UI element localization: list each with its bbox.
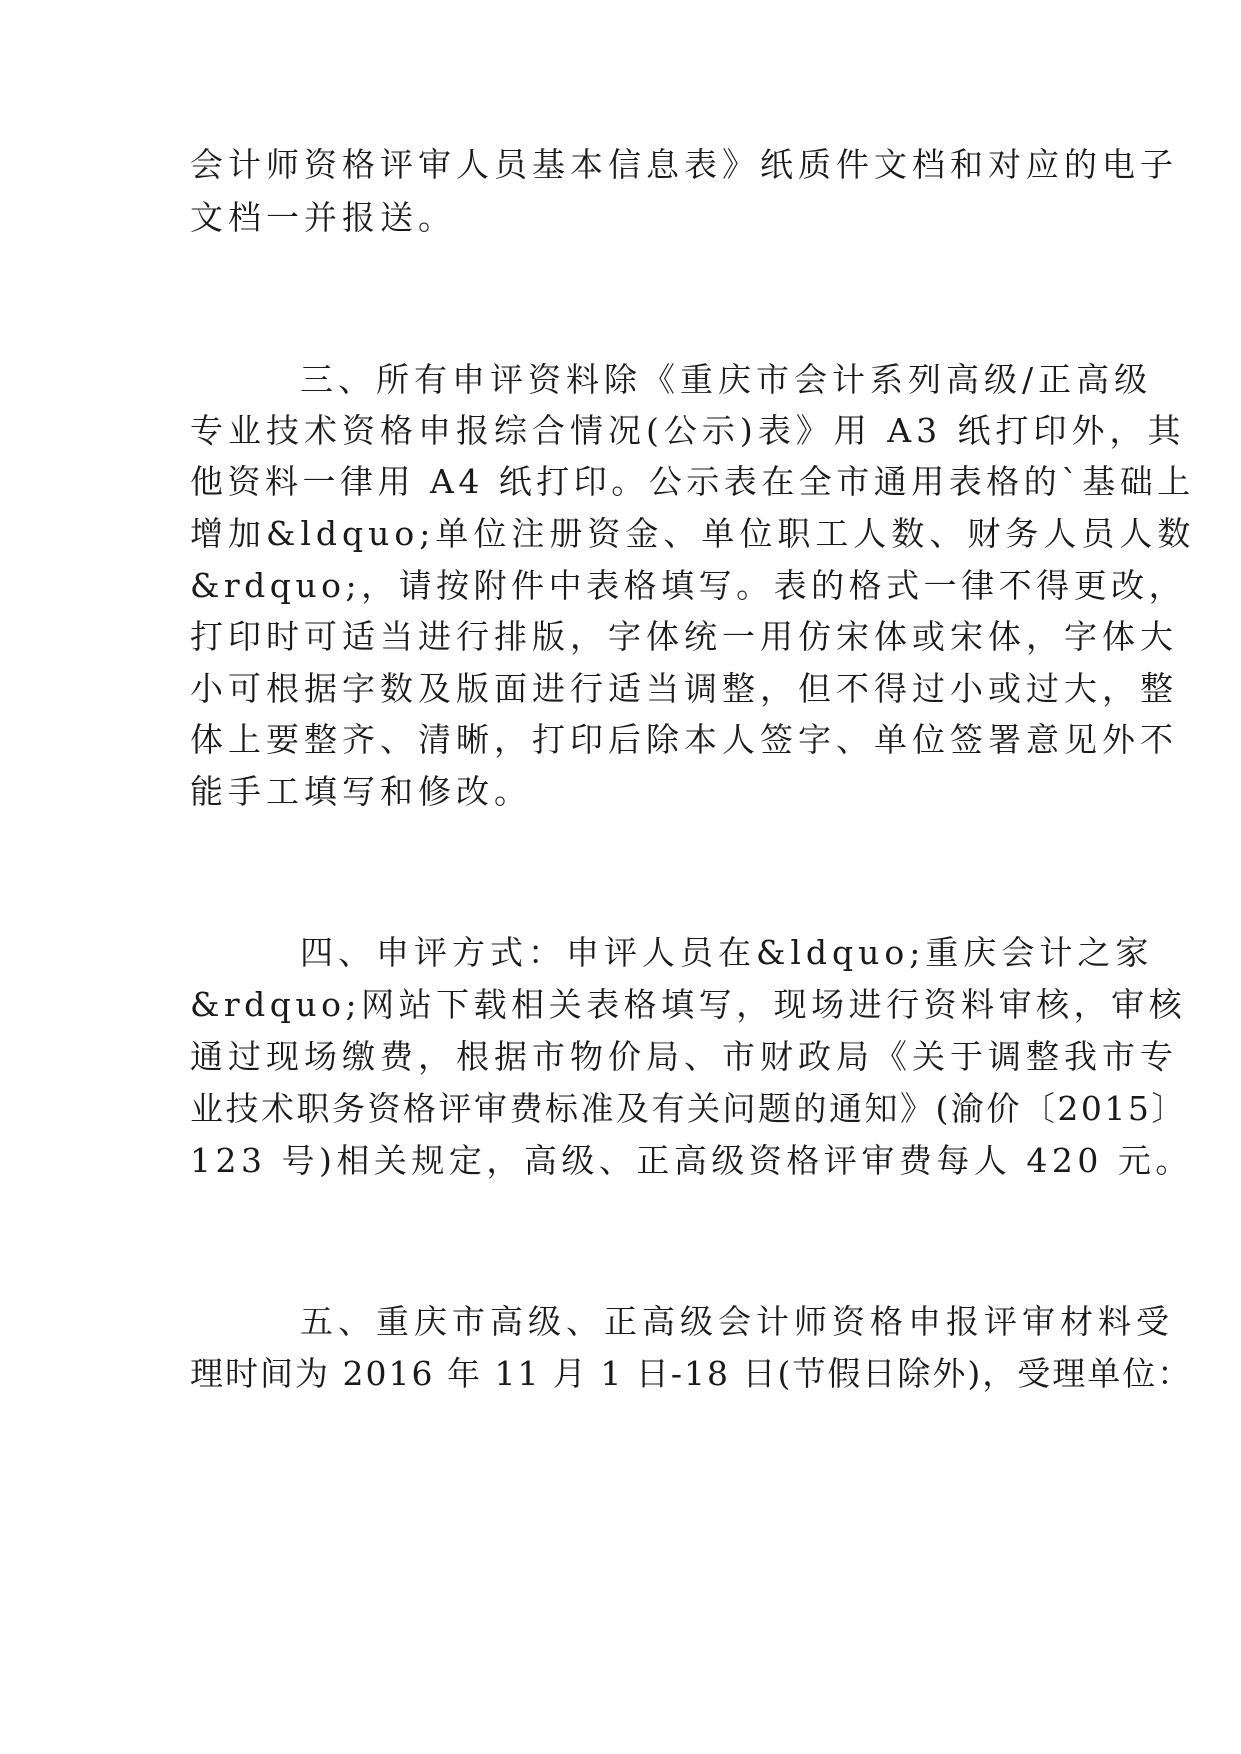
paragraph-line: 三、所有申评资料除《重庆市会计系列高级/正高级	[300, 360, 1153, 399]
paragraph-line: 文档一并报送。	[190, 198, 456, 237]
paragraph-line: 123 号)相关规定，高级、正高级资格评审费每人 420 元。	[190, 1141, 1193, 1180]
paragraph-line: &rdquo;网站下载相关表格填写，现场进行资料审核，审核	[190, 985, 1187, 1024]
paragraph-line: 理时间为 2016 年 11 月 1 日-18 日(节假日除外)，受理单位：	[190, 1354, 1193, 1393]
paragraph-line: 他资料一律用 A4 纸打印。公示表在全市通用表格的`基础上	[190, 462, 1195, 501]
paragraph-line: 小可根据字数及版面进行适当调整，但不得过小或过大，整	[190, 669, 1178, 708]
paragraph-line: 打印时可适当进行排版，字体统一用仿宋体或宋体，字体大	[190, 617, 1178, 656]
paragraph-line: 五、重庆市高级、正高级会计师资格申报评审材料受	[300, 1302, 1174, 1341]
paragraph-line: 增加&ldquo;单位注册资金、单位职工人数、财务人员人数	[190, 514, 1196, 553]
paragraph-line: &rdquo;，请按附件中表格填写。表的格式一律不得更改，	[190, 566, 1187, 605]
paragraph-line: 通过现场缴费，根据市物价局、市财政局《关于调整我市专	[190, 1037, 1178, 1076]
paragraph-line: 会计师资格评审人员基本信息表》纸质件文档和对应的电子	[190, 145, 1178, 184]
paragraph-line: 四、申评方式：申评人员在&ldquo;重庆会计之家	[300, 933, 1154, 972]
paragraph-line: 专业技术资格申报综合情况(公示)表》用 A3 纸打印外，其	[190, 411, 1186, 450]
paragraph-line: 体上要整齐、清晰，打印后除本人签字、单位签署意见外不	[190, 720, 1178, 759]
paragraph-line: 业技术职务资格评审费标准及有关问题的通知》(渝价〔2015〕	[190, 1089, 1187, 1128]
paragraph-line: 能手工填写和修改。	[190, 772, 532, 811]
